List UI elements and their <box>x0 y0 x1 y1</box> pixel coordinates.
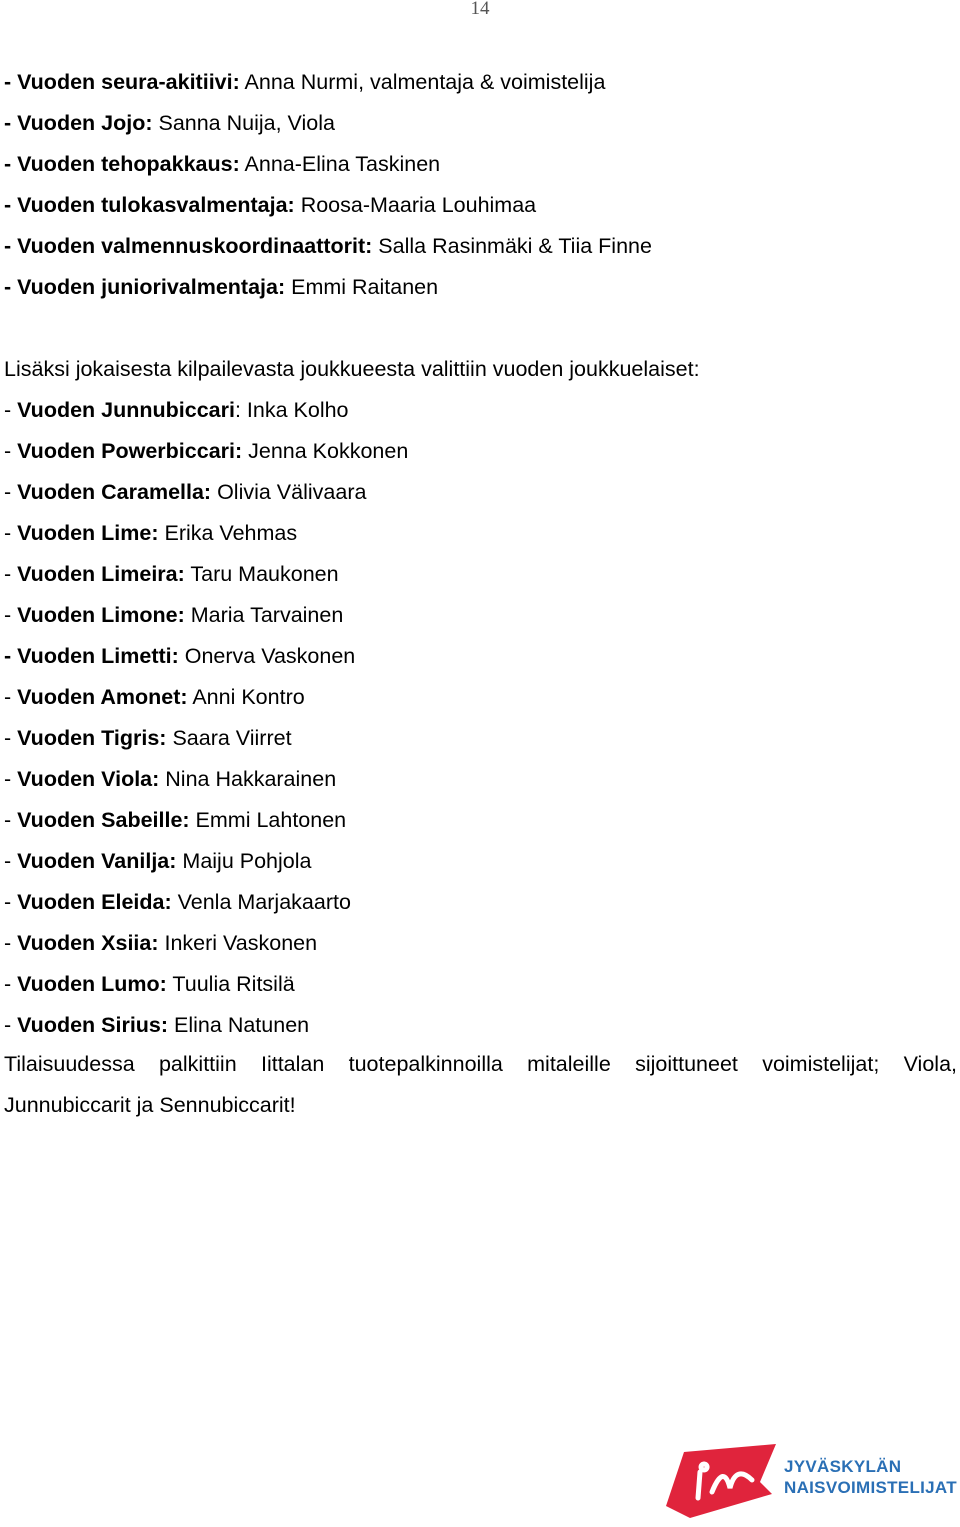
bullet-dash: - <box>4 931 18 955</box>
team-award-value: Maria Tarvainen <box>184 603 344 627</box>
bullet-dash: - <box>4 480 18 504</box>
intro-text: Lisäksi jokaisesta kilpailevasta joukkueesta valittiin vuoden joukkuelaiset: <box>4 357 700 381</box>
team-award-label: Vuoden Eleida: <box>17 890 172 914</box>
bullet-dash: - <box>4 1013 18 1037</box>
awards-list <box>4 62 960 1046</box>
bullet-dash: - <box>4 644 18 668</box>
team-award-line <box>4 759 960 800</box>
award-label: - Vuoden valmennuskoordinaattorit: <box>4 234 373 258</box>
award-line <box>4 62 960 103</box>
team-award-line <box>4 964 960 1005</box>
bullet-dash: - <box>4 972 18 996</box>
team-award-label: Vuoden Amonet: <box>17 685 188 709</box>
logo-swoosh-shape <box>666 1444 776 1518</box>
bullet-dash: - <box>4 603 18 627</box>
team-award-value: Tuulia Ritsilä <box>166 972 295 996</box>
team-award-label: Vuoden Limeira: <box>17 562 185 586</box>
logo-line-1: JYVÄSKYLÄN <box>784 1457 902 1476</box>
team-award-value: Inkeri Vaskonen <box>158 931 318 955</box>
bullet-dash: - <box>4 808 18 832</box>
team-award-label: Vuoden Limetti: <box>17 644 179 668</box>
closing-paragraph: Tilaisuudessa palkittiin Iittalan tuotepalkinnoilla mitaleille sijoittuneet voimistelijat; Viola, Junnubiccarit ja Sennubiccarit! <box>4 1052 957 1117</box>
team-award-value: Saara Viirret <box>166 726 292 750</box>
team-award-value: Taru Maukonen <box>184 562 339 586</box>
award-label: - Vuoden seura-akitiivi: <box>4 70 240 94</box>
bullet-dash: - <box>4 398 18 422</box>
award-value: Sanna Nuija, Viola <box>152 111 335 135</box>
award-line <box>4 185 960 226</box>
team-award-value: : Inka Kolho <box>234 398 349 422</box>
award-label: - Vuoden Jojo: <box>4 111 153 135</box>
team-award-value: Olivia Välivaara <box>211 480 367 504</box>
award-label: - Vuoden juniorivalmentaja: <box>4 275 286 299</box>
team-award-label: Vuoden Lime: <box>17 521 159 545</box>
award-line <box>4 144 960 185</box>
team-award-label: Vuoden Caramella: <box>17 480 212 504</box>
paragraph-spacer <box>4 308 960 349</box>
team-award-label: Vuoden Xsiia: <box>17 931 159 955</box>
bullet-dash: - <box>4 521 18 545</box>
team-award-label: Vuoden Powerbiccari: <box>17 439 243 463</box>
team-award-line <box>4 390 960 431</box>
award-line <box>4 267 960 308</box>
team-award-value: Emmi Lahtonen <box>189 808 347 832</box>
award-value: Salla Rasinmäki & Tiia Finne <box>372 234 652 258</box>
team-award-line <box>4 923 960 964</box>
team-award-label: Vuoden Viola: <box>17 767 160 791</box>
bullet-dash: - <box>4 726 18 750</box>
award-value: Anna-Elina Taskinen <box>239 152 441 176</box>
team-award-value: Elina Natunen <box>168 1013 310 1037</box>
team-award-line <box>4 718 960 759</box>
team-award-label: Vuoden Junnubiccari <box>17 398 235 422</box>
logo-text <box>784 1456 957 1498</box>
team-award-value: Anni Kontro <box>187 685 305 709</box>
bullet-dash: - <box>4 849 18 873</box>
team-award-line <box>4 554 960 595</box>
team-award-line <box>4 1005 960 1046</box>
team-award-line <box>4 595 960 636</box>
award-label: - Vuoden tulokasvalmentaja: <box>4 193 295 217</box>
team-award-line <box>4 677 960 718</box>
team-award-value: Nina Hakkarainen <box>159 767 337 791</box>
team-award-line <box>4 472 960 513</box>
award-label: - Vuoden tehopakkaus: <box>4 152 240 176</box>
team-award-line <box>4 800 960 841</box>
award-line <box>4 103 960 144</box>
team-award-line <box>4 636 960 677</box>
team-award-label: Vuoden Limone: <box>17 603 185 627</box>
team-award-line <box>4 841 960 882</box>
bullet-dash: - <box>4 439 18 463</box>
team-award-value: Maiju Pohjola <box>176 849 312 873</box>
team-award-label: Vuoden Sabeille: <box>17 808 190 832</box>
team-award-line <box>4 431 960 472</box>
team-award-value: Venla Marjakaarto <box>171 890 351 914</box>
bullet-dash: - <box>4 562 18 586</box>
team-award-label: Vuoden Tigris: <box>17 726 167 750</box>
bullet-dash: - <box>4 767 18 791</box>
team-award-line <box>4 882 960 923</box>
award-line <box>4 226 960 267</box>
award-value: Anna Nurmi, valmentaja & voimistelija <box>239 70 606 94</box>
bullet-dash: - <box>4 685 18 709</box>
team-award-label: Vuoden Lumo: <box>17 972 167 996</box>
team-award-value: Erika Vehmas <box>158 521 298 545</box>
team-award-value: Onerva Vaskonen <box>178 644 356 668</box>
bullet-dash: - <box>4 890 18 914</box>
award-value: Roosa-Maaria Louhimaa <box>294 193 537 217</box>
team-award-label: Vuoden Sirius: <box>17 1013 169 1037</box>
logo-line-2: NAISVOIMISTELIJAT <box>784 1478 957 1497</box>
team-award-label: Vuoden Vanilja: <box>17 849 177 873</box>
club-logo-mark-icon <box>660 1442 780 1522</box>
team-award-line <box>4 513 960 554</box>
award-value: Emmi Raitanen <box>285 275 439 299</box>
club-logo <box>660 1442 960 1522</box>
team-award-value: Jenna Kokkonen <box>242 439 409 463</box>
page-number: 14 <box>470 0 490 19</box>
